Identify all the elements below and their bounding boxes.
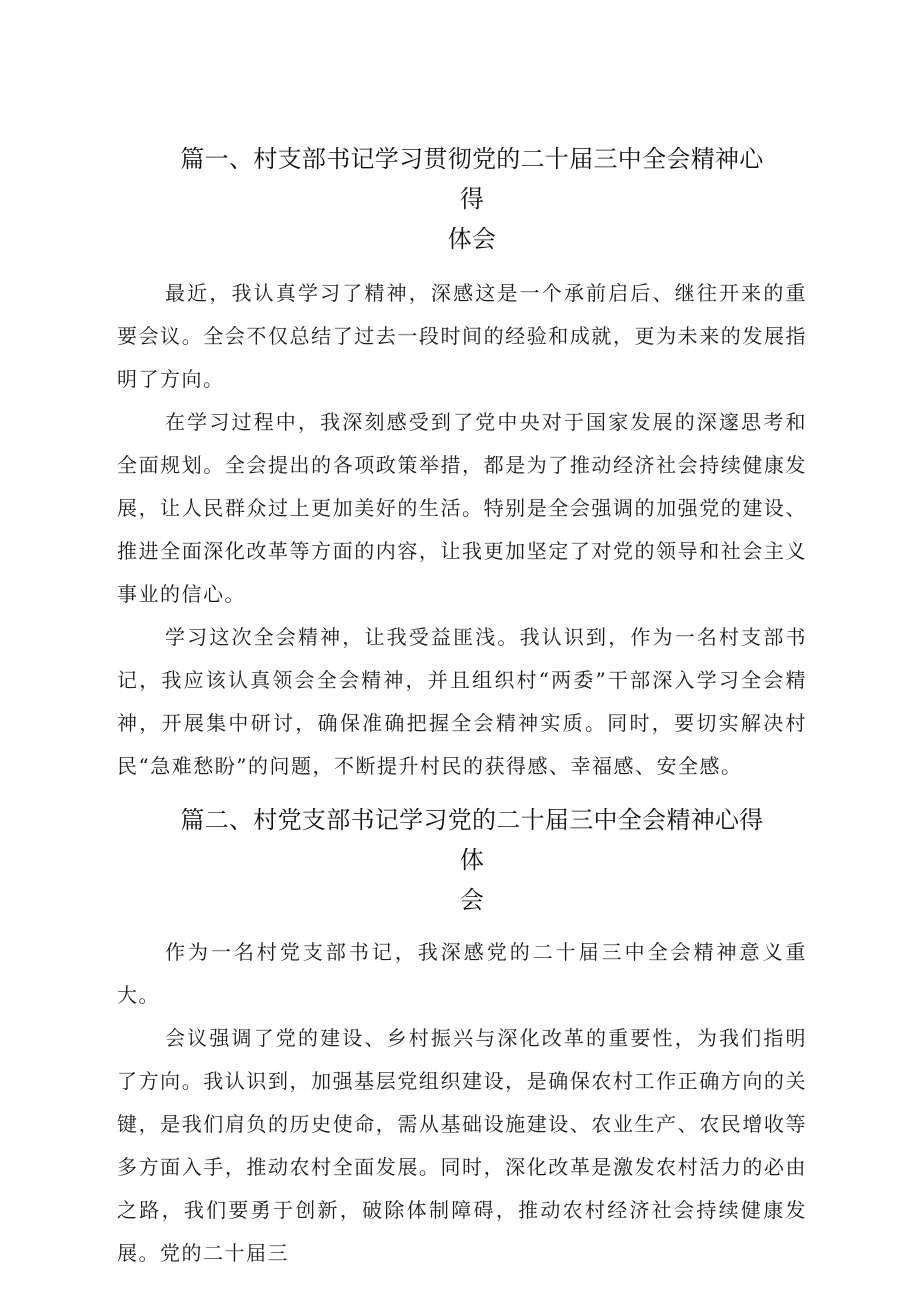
section-1-paragraph-2: 在学习过程中，我深刻感受到了党中央对于国家发展的深邃思考和全面规划。全会提出的各项政策举措，都是为了推动经济社会持续健康发展，让人民群众过上更加美好的生活。特别是全会强调的加强党的建设、推进全面深化改革等方面的内容，让我更加坚定了对党的领导和社会主义事业的信心。 — [117, 410, 807, 606]
section-2-title-line-1: 篇二、村党支部书记学习党的二十届三中全会精神心得体 — [180, 806, 764, 874]
section-1-title-line-2: 体会 — [447, 225, 497, 253]
section-2-paragraph-2: 会议强调了党的建设、乡村振兴与深化改革的重要性，为我们指明了方向。我认识到，加强基层党组织建设，是确保农村工作正确方向的关键，是我们肩负的历史使命，需从基础设施建设、农业生产、农民增收等多方面入手，推动农村全面发展。同时，深化改革是激发农村活力的必由之路，我们要勇于创新，破除体制障碍，推动农村经济社会持续健康发展。党的二十届三 — [117, 1026, 807, 1265]
section-2-paragraph-1: 作为一名村党支部书记，我深感党的二十届三中全会精神意义重大。 — [117, 940, 807, 1007]
section-1-body — [117, 272, 807, 788]
section-1-title — [172, 139, 772, 259]
section-2-title — [172, 800, 772, 920]
section-1-title-line-1: 篇一、村支部书记学习贯彻党的二十届三中全会精神心得 — [180, 145, 764, 213]
section-2-body — [117, 931, 807, 1275]
section-2-title-line-2: 会 — [459, 886, 485, 914]
section-1-paragraph-1: 最近，我认真学习了精神，深感这是一个承前启后、继往开来的重要会议。全会不仅总结了过去一段时间的经验和成就，更为未来的发展指明了方向。 — [117, 281, 807, 391]
section-1-paragraph-3: 学习这次全会精神，让我受益匪浅。我认识到，作为一名村支部书记，我应该认真领会全会精神，并且组织村“两委”干部深入学习全会精神，开展集中研讨，确保准确把握全会精神实质。同时，要切实解决村民“急难愁盼”的问题，不断提升村民的获得感、幸福感、安全感。 — [117, 625, 807, 778]
